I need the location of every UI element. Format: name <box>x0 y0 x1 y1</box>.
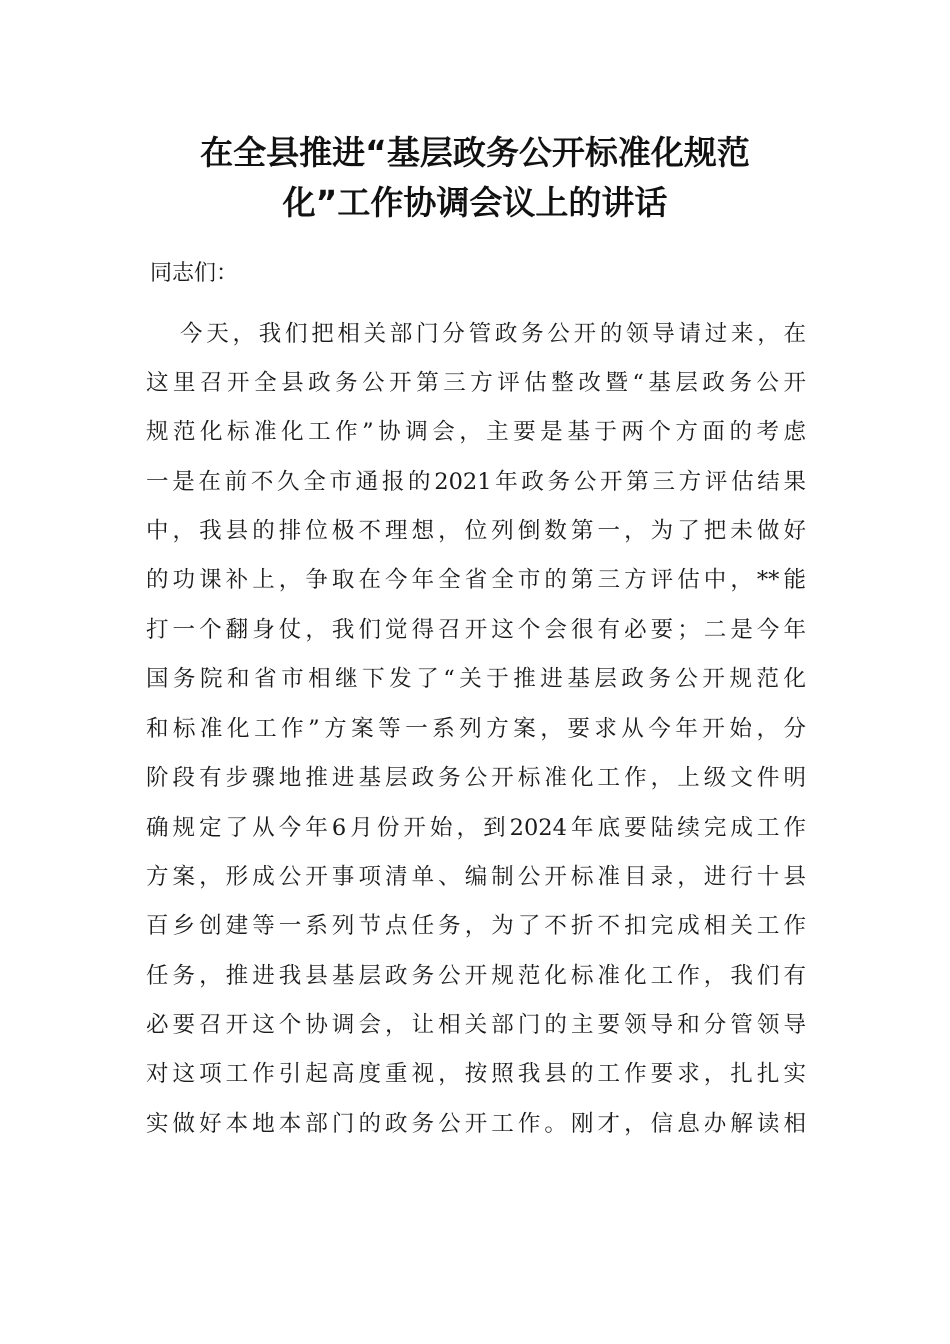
body-line: 确规定了从今年6月份开始，到2024年底要陆续完成工作 <box>146 815 806 841</box>
body-line: 百乡创建等一系列节点任务，为了不折不扣完成相关工作 <box>146 913 806 939</box>
body-line: 这里召开全县政务公开第三方评估整改暨“基层政务公开 <box>146 370 806 396</box>
body-line: 必要召开这个协调会，让相关部门的主要领导和分管领导 <box>146 1012 806 1038</box>
body-line: 和标准化工作”方案等一系列方案，要求从今年开始，分 <box>146 716 806 742</box>
body-line: 今天，我们把相关部门分管政务公开的领导请过来，在 <box>180 321 806 347</box>
body-line: 一是在前不久全市通报的2021年政务公开第三方评估结果 <box>146 469 806 495</box>
body-line: 阶段有步骤地推进基层政务公开标准化工作，上级文件明 <box>146 765 806 791</box>
body-line: 任务，推进我县基层政务公开规范化标准化工作，我们有 <box>146 963 806 989</box>
body-line: 方案，形成公开事项清单、编制公开标准目录，进行十县 <box>146 864 806 890</box>
body-line: 实做好本地本部门的政务公开工作。刚才，信息办解读相 <box>146 1111 806 1137</box>
salutation: 同志们： <box>150 261 239 286</box>
body-line: 中，我县的排位极不理想，位列倒数第一，为了把未做好 <box>146 518 806 544</box>
body-line: 的功课补上，争取在今年全省全市的第三方评估中，**能 <box>146 567 806 593</box>
body-line: 国务院和省市相继下发了“关于推进基层政务公开规范化 <box>146 666 806 692</box>
document-title-line-2: 化”工作协调会议上的讲话 <box>282 183 668 222</box>
body-line: 规范化标准化工作”协调会，主要是基于两个方面的考虑 <box>146 419 806 445</box>
body-line: 打一个翻身仗，我们觉得召开这个会很有必要；二是今年 <box>146 617 806 643</box>
body-line: 对这项工作引起高度重视，按照我县的工作要求，扎扎实 <box>146 1061 806 1087</box>
document-title-line-1: 在全县推进“基层政务公开标准化规范 <box>200 133 750 172</box>
